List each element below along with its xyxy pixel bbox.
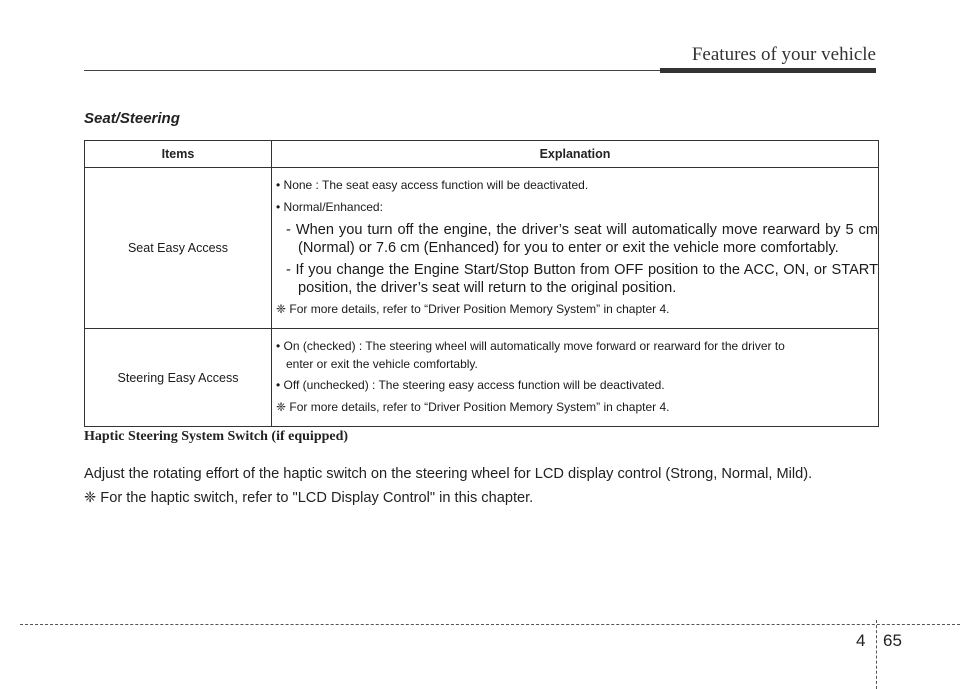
haptic-section-title: Haptic Steering System Switch (if equipped) [84,429,349,444]
settings-table [84,140,879,427]
table-row-steering-easy-access [85,329,879,427]
sub-start-stop-button: - If you change the Engine Start/Stop Button from OFF position to the ACC, ON, or START position, the driver’s seat will return to the original position. [286,262,878,296]
chapter-number: 4 [856,631,866,650]
haptic-note: ❈ For the haptic switch, refer to "LCD Display Control" in this chapter. [84,490,534,506]
explanation-steering-easy-access [272,329,879,427]
item-steering-easy-access: Steering Easy Access [85,329,272,427]
footer-dashed-rule [20,624,960,625]
column-header-items: Items [85,141,272,168]
header-rule-thin [84,70,664,71]
bullet-none: • None : The seat easy access function will be deactivated. [276,178,589,192]
bullet-off-unchecked: • Off (unchecked) : The steering easy access function will be deactivated. [276,378,665,392]
item-seat-easy-access: Seat Easy Access [85,168,272,329]
sub-turn-off-engine: - When you turn off the engine, the driver’s seat will automatically move rearward by 5 cm (Normal) or 7.6 cm (Enhanced) for you to enter or exit the vehicle more comfortably. [286,222,878,256]
page-header-title: Features of your vehicle [691,44,876,65]
haptic-paragraph: Adjust the rotating effort of the haptic switch on the steering wheel for LCD display control (Strong, Normal, Mild). [84,466,813,482]
bullet-on-checked-continued: enter or exit the vehicle comfortably. [286,357,478,371]
footer-vertical-dashed-rule [876,620,877,689]
bullet-on-checked: • On (checked) : The steering wheel will automatically move forward or rearward for the driver to [276,339,785,353]
column-header-explanation: Explanation [272,141,879,168]
table-header-row [85,141,879,168]
explanation-seat-easy-access [272,168,879,329]
note-driver-position-memory: ❈ For more details, refer to “Driver Position Memory System” in chapter 4. [276,302,670,316]
table-row-seat-easy-access [85,168,879,329]
page-number: 65 [883,631,902,650]
header-rule-thick [660,68,876,73]
section-title: Seat/Steering [84,110,180,127]
note-driver-position-memory-2: ❈ For more details, refer to “Driver Position Memory System” in chapter 4. [276,400,670,414]
bullet-normal-enhanced: • Normal/Enhanced: [276,200,383,214]
